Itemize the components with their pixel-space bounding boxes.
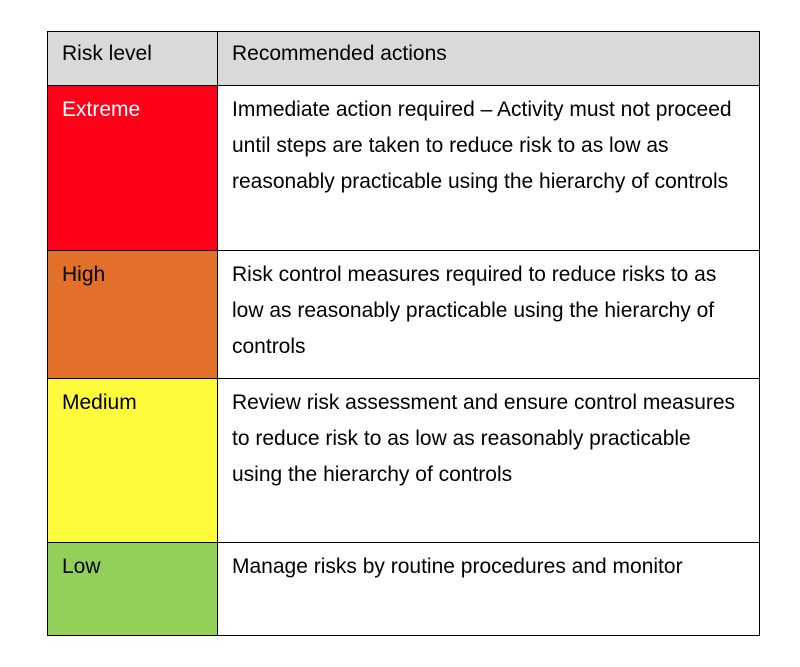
table-row-medium: [48, 379, 760, 543]
risk-level-table: [47, 31, 760, 636]
table-row-extreme: [48, 86, 760, 251]
action-medium: Review risk assessment and ensure control measures to reduce risk to as low as reasonably practicable using the hierarchy of controls: [218, 379, 760, 543]
risk-level-medium: Medium: [48, 379, 218, 543]
risk-level-extreme: Extreme: [48, 86, 218, 251]
header-risk-level: Risk level: [48, 32, 218, 86]
risk-level-low: Low: [48, 543, 218, 636]
risk-level-high: High: [48, 251, 218, 379]
action-extreme: Immediate action required – Activity must not proceed until steps are taken to reduce risk to as low as reasonably practicable using the hierarchy of controls: [218, 86, 760, 251]
table-header-row: [48, 32, 760, 86]
action-high: Risk control measures required to reduce risks to as low as reasonably practicable using the hierarchy of controls: [218, 251, 760, 379]
table-row-high: [48, 251, 760, 379]
action-low: Manage risks by routine procedures and monitor: [218, 543, 760, 636]
header-recommended-actions: Recommended actions: [218, 32, 760, 86]
table-row-low: [48, 543, 760, 636]
